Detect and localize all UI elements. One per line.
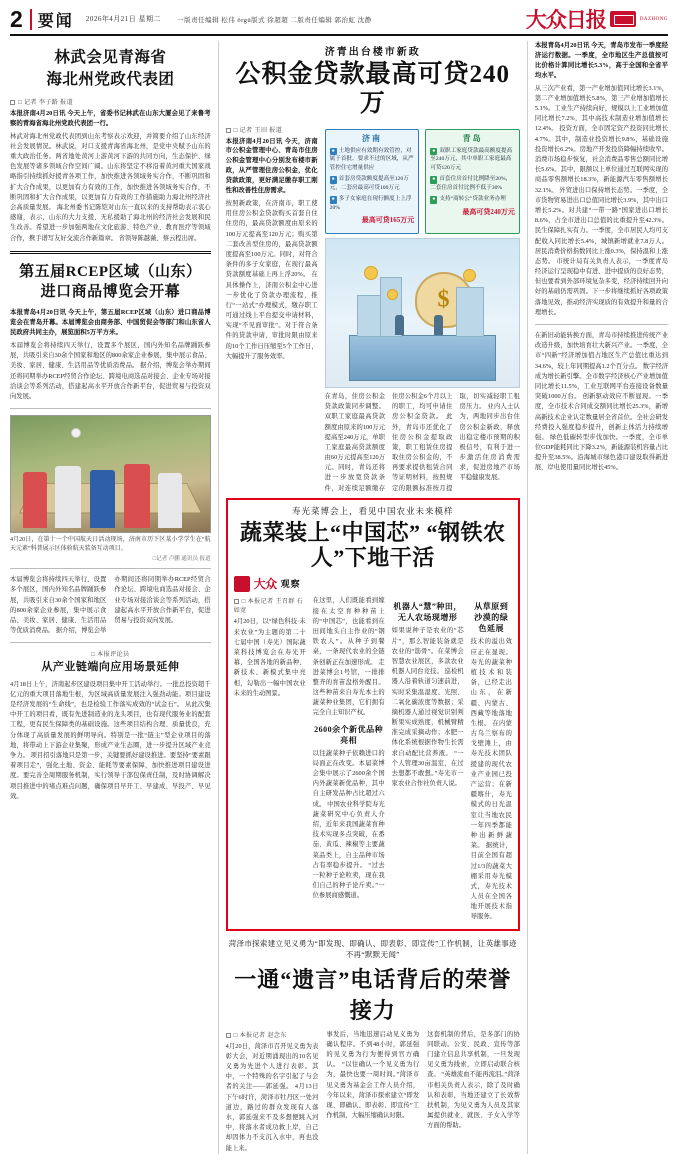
masthead	[10, 6, 668, 36]
bottom-body-3: 这套机制的背后，是多部门的协同联动。公安、民政、宣传等部门建立信息共享机制，一旦发现见义勇为线索，立即启动联合核查。 “英雄流血不能再流泪。”菏泽市相关负责人表示，除了及时确认和表彰，当地还建立了长效帮扶机制，为见义勇为人员及其家属提供就业、就医、子女入学等方面的帮助。	[427, 1030, 520, 1130]
right-column	[535, 41, 668, 1154]
bottom-body-1: 4月20日，菏泽市召开见义勇为表彰大会，对近期涌现出的10名见义勇为先进个人进行表彰。其中，一个特殊的名字引起了与会者的关注——郭延强。 4月13日下午6时许，菏泽市牡丹区一处河道边，路过的群众发现有人落水，郭延强来不及多想便跳入河中，将落水者成功救上岸，自己却因体力不支沉入水中，再也没能上来。	[225, 1042, 319, 1152]
person-figure-2	[434, 315, 443, 335]
featured-col-1	[234, 596, 306, 922]
column-brand-observer	[234, 575, 512, 592]
left-divider-1	[10, 251, 211, 254]
featured-col-3	[392, 596, 464, 922]
featured-body-3: 如果说种子是农业的“芯片”，那么智能装备就是农业的“筋骨”。在菜博会智慧农业展区，多款农业机器人同台竞技。 巡检机器人沿着轨道匀速前进，实时采集温湿度、光照、二氧化碳浓度等数据；采摘机器人通过视觉识别判断果实成熟度，机械臂精准完成采摘动作；水肥一体化系统根据作物生长需求自动配比营养液。 “一个人管理30亩温室，在过去想都不敢想。”寿光市一家农业合作社负责人说。	[391, 627, 464, 788]
featured-body-2: 以往蔬菜种子依赖进口的局面正在改变。本届菜博会集中展示了2600余个国内外蔬菜新优品种，其中自主研发品种占比超过六成。 中国农业科学院寿光蔬菜研究中心负责人介绍，近年来我国蔬菜育种技术实现多点突破，在番茄、黄瓜、辣椒等主要蔬菜品类上，自主品种市场占有率稳步提升。 “过去一粒种子论粒卖，现在我们自己的种子论斤卖。”一位参展商感慨道。	[312, 749, 385, 900]
mid-top-body-tail: 在青岛，住房公积金贷款政策同步调整。双职工家庭最高贷款额度由原来的100万元提高至240万元，单职工家庭最高贷款额度由60万元提高至120万元。同时，青岛还将进一步放宽贷款条件，对连续足额缴存住房公积金6个月以上的职工，均可申请住房公积金贷款。 此外，青岛市还优化了住房公积金提取政策，职工租赁住房提取住房公积金的，不再要求提供租赁合同等证明材料，按照规定的限额标准按月提取，切实减轻职工租房压力。 业内人士认为，两地同步出台住房公积金新政，释放出稳定楼市预期的积极信号，有利于进一步激活住房消费需求，促进房地产市场平稳健康发展。	[324, 392, 520, 492]
housing-fund-illustration	[325, 238, 520, 388]
illustration-podium	[349, 335, 496, 381]
middle-column	[226, 41, 520, 1154]
brand-badge-icon	[610, 11, 636, 27]
bottom-col-2	[326, 1030, 419, 1154]
featured-col-4	[471, 596, 512, 922]
right-story1-lead: 本报青岛4月20日讯 今天，青岛市发布一季度经济运行数据。一季度，全市地区生产总值按可比价格计算同比增长5.3%，高于全国和全省平均水平。	[534, 42, 668, 79]
policy-box-jinan-row-2: ● 多子女家庭在现行额度上上浮20%	[329, 196, 412, 212]
left-divider-2	[10, 408, 211, 409]
bottom-col-3	[427, 1030, 520, 1154]
bullet-tag: ●	[331, 176, 335, 183]
featured-subhead-1: 2600余个新优品种亮相	[314, 724, 384, 745]
right-story2-body: 在新旧动能转换方面，青岛市持续推进传统产业改造升级，加快培育壮大新兴产业。一季度，全市“四新”经济增加值占地区生产总值比重达到34.6%，较上年同期提高1.2个百分点。 数字经济成为增长新引擎。全市数字经济核心产业增加值同比增长11.5%，工业互联网平台连接设备数量突破1000万台。 创新驱动效应不断显现。一季度，全市技术合同成交额同比增长25.3%，新增高新技术企业认定数量居全省首位。全社会研发经费投入强度稳步提升，创新主体活力持续增强。 绿色低碳转型步伐加快。一季度，全市单位GDP能耗同比下降3.2%，新能源装机容量占比提升至38.5%。沿海城市绿色港口建设取得新进展，岸电使用量同比增长45%。	[534, 332, 668, 472]
left-story2-body: 本届博览会将持续四天举行，设置多个展区，国内外知名品牌踊跃参展，共吸引来自30余个国家和地区的800余家企业参展，集中展示食品、美妆、家居、健康、生活用品等优质消费品。 据介绍，博览会举办期间还将同期举办RCEP经贸合作论坛、跨境电商选品对接会、企业专场对接洽谈会等系列活动，搭建起高水平开放合作新平台，促进贸易与投资双向发展。	[10, 342, 211, 401]
bottom-story-headline: 一通“遗言”电话背后的荣誉接力	[234, 966, 512, 1023]
left-story1-body: 林武对海北州党政代表团到山东考察表示欢迎，并简要介绍了山东经济社会发展情况。林武说，对口支援青海省海北州，是党中央赋予山东的重大政治任务。两省地处黄河上游黄河下游的共同方向，生态保护、绿色发展等诸多领域合作空间广阔。山东将坚定不移沿着黄河重大国家战略指引持续抓好援青各项工作，加快推进各领域务实合作，不断巩固和扩大合作成果，以更加有力有效的工作，加快推进各领域务实合作，不断巩固和扩大合作成果，以更加有力有效的工作措施助力海北州经济社会高质量发展。 海北州委书记陈铠对山东一直以来的支持帮助表示衷心感谢，表示，山东的大力支援、无私援助了海北州的经济社会发展和民生改善。希望进一步加强两地在文化旅游、特色产业、教育医疗等领域合作，携手谱写友好交流合作新篇章。 省领导陈越薇、蔡云程出席。	[10, 132, 211, 242]
policy-box-jinan-highlight: 最高可贷165万元	[361, 216, 415, 225]
left-divider-3	[10, 568, 211, 569]
masthead-divider	[30, 9, 32, 30]
left-story2-headline-line2: 进口商品博览会开幕	[40, 284, 181, 301]
left-story1-byline-text: □ 记者 李子路 报道	[18, 98, 73, 106]
observer-logo-icon	[234, 576, 250, 592]
newspaper-logo	[526, 4, 668, 34]
left-story3-body: 4月18日上午，济南起步区建设项目集中开工活动举行。一批总投资超千亿元的重大项目落地生根，为区域高质量发展注入强劲动能。项目建设是经济发展的“生命线”，也是检验工作落实成效的“试金石”。 从此次集中开工的项目看，既有先进制造业的龙头项目，也有现代服务业的配套工程，更有民生保障类的基础设施。这些项目结构合理、质量优良，充分体现了高质量发展的鲜明导向。特别是一批“链主”型企业项目的落地，将带动上下游企业集聚，形成产业生态圈，进一步提升区域产业竞争力。 项目招引落地只是第一步，关键要抓好建设推进。要坚持“要素跟着项目走”，强化土地、资金、能耗等要素保障，加快推进项目建设进度。要完善全周期服务机制，实行领导干部包保责任制，及时协调解决项目推进中的堵点难点问题，确保项目早开工、早建成、早投产、早见效。	[10, 680, 211, 800]
policy-box-jinan	[325, 129, 420, 234]
column-rule-1	[218, 41, 219, 1154]
column-rule-2	[527, 41, 528, 1154]
featured-body-4: 技术的溢出效应正在显现。寿光的蔬菜种植技术和装备，已经走出山东，在新疆、内蒙古、西藏等地落地生根。 在内蒙古乌兰察布的戈壁滩上，由寿光技术团队援建的现代农业产业园已投产运营；在新疆喀什，寿光模式的日光温室让当地农民一年四季都能种出新鲜蔬菜。 据统计，目前全国有超过1/3的蔬菜大棚采用寿光模式，寿光技术人员在全国各地开展技术指导服务。	[470, 638, 512, 921]
policy-box-jinan-row-1: ● 首套房贷款额度提高至120万元，二套房最高可贷100万元	[329, 176, 409, 191]
bullet-tag: ●	[432, 196, 436, 203]
bullet-tag: ●	[432, 176, 436, 183]
featured-story-box	[226, 498, 520, 931]
bottom-body-2: 事发后，当地迅速启动见义勇为确认程序。不到48小时，郭延强的见义勇为行为便得到官方确认。 “以往确认一个见义勇为行为，最快也要一周时间。”菏泽市见义勇为基金会工作人员介绍，今年以来，菏泽市探索建立“即发现、即确认、即表彰、即宣传”工作机制，大幅压缩确认时限。	[326, 1030, 420, 1120]
building-shape-3	[456, 287, 484, 337]
brand-name-cn: 大众日报	[525, 8, 606, 32]
person-figure-1	[395, 315, 404, 335]
policy-box-qingdao-row-1: ● 首套住房首付比例降至20%，二套住房首付比例不低于30%	[430, 176, 512, 191]
policy-box-qingdao-highlight: 最高可贷240万元	[462, 208, 515, 217]
bottom-story-kicker: 菏泽市探索建立见义勇为“即发现、即确认、即表彰、即宣传”工作机制，让英雄事迹不再“默默无闻”	[228, 938, 517, 959]
policy-box-jinan-title: 济南	[361, 133, 382, 143]
featured-body-1: 在这里，人们既能看到嫁接在太空育种种苗上的“中国芯”，也能看到在田间地头自主作业的“钢铁农人”。从种子到餐桌，一条现代农业的全链条创新正在加速形成。 走进菜博会1号馆，一排排整齐的育苗盘格外醒目。这些种苗来自寿光本土的蔬菜种业集团，它们拥有完全自主知识产权。	[312, 597, 385, 717]
mid-top-left-text	[226, 125, 318, 494]
editor-credits: 一版责任编辑 松伟 örgü版式 徐超超 二版责任编辑 郭治虹 沈静	[177, 16, 372, 24]
observer-brand-cn: 大众	[253, 577, 277, 592]
left-column	[10, 41, 211, 1154]
left-story1-lead: 本报济南4月20日讯 今天上午，省委书记林武在山东大厦会见了来鲁考察的青海省海北州党政代表团一行。	[10, 109, 211, 127]
left-story1-headline-line1: 林武会见青海省	[54, 49, 167, 66]
policy-box-jinan-row-0: ● 土地供应有效期有效管控，对属于首批、要求不过的区域，从严管控住宅增量供应	[329, 147, 414, 171]
photo-credit: □记者 卢鹏 通讯员 报道	[152, 556, 211, 563]
left-story3-byline: □ 本报评论员	[91, 651, 130, 659]
right-divider-1	[535, 324, 668, 325]
featured-headline: 蔬菜装上“中国芯” “钢铁农人”下地干活	[240, 519, 506, 571]
left-story2-lead: 本报青岛4月20日讯 今天上午，第五届RCEP区域（山东）进口商品博览会在青岛开幕。本届博览会由商务部、中国贸促会等部门和山东省人民政府共同主办，展览面积5万平方米。	[10, 309, 211, 337]
mid-top-boxes-area	[325, 125, 520, 494]
policy-box-qingdao-title: 青岛	[462, 133, 483, 143]
mid-top-body-left: 按照新政策，在济南市，职工使用住房公积金贷款购买首套自住住房的，最高贷款额度由原来的100万元提高至120万元；购买第二套改善型住房的，最高贷款额度提高至100万元。同时，对符合条件的多子女家庭，在现行最高贷款额度基础上再上浮20%。 在具体操作上，济南公积金中心进一步优化了贷款办理流程，推行“一站式”办理模式，缴存职工可通过线上平台提交申请材料，实现“不见面审批”。对于符合条件的贷款申请，审批时限由原来的10个工作日压缩至5个工作日，大幅提升了服务效率。	[225, 200, 318, 360]
policy-boxes	[325, 129, 520, 234]
bottom-col-1	[226, 1030, 319, 1154]
page-number: 2	[10, 5, 23, 32]
left-story1-headline-line2: 海北州党政代表团	[46, 70, 175, 88]
policy-box-qingdao	[425, 129, 520, 234]
mid-top-headline: 公积金贷款最高可贷240万	[235, 61, 511, 117]
featured-subhead-3: 从草原到沙漠的绿色延展	[474, 602, 509, 634]
bullet-tag: ●	[432, 147, 436, 154]
left-divider-4	[10, 642, 211, 643]
section-name: 要闻	[37, 12, 74, 30]
featured-col-2	[313, 596, 385, 922]
policy-box-qingdao-row-0: ● 双职工家庭贷款最高额度提高至240万元，其中单职工家庭最高可贷120万元	[430, 147, 513, 171]
news-photo	[10, 415, 211, 533]
left-story2-continuation: 本届博览会将持续四天举行，设置多个展区，国内外知名品牌踊跃参展，共吸引来自30余个国家和地区的800余家企业参展，集中展示食品、美妆、家居、健康、生活用品等优质消费品。 据介绍，博览会举办期间还将同期举办RCEP经贸合作论坛、跨境电商选品对接会、企业专场对接洽谈会等系列活动，搭建起高水平开放合作新平台，促进贸易与投资双向发展。	[10, 576, 211, 635]
mid-top-byline-text: □ 记者 王田 报道	[233, 126, 283, 134]
observer-brand-sub: 观察	[280, 579, 301, 590]
brand-name-en: DAZHONG	[639, 16, 668, 22]
left-story1-byline	[10, 97, 211, 106]
featured-subhead-2: 机器人“慧”种田，无人农场现增形	[393, 602, 462, 623]
right-story1-body: 从三次产业看，第一产业增加值同比增长3.1%，第二产业增加值增长5.8%，第三产业增加值增长5.1%。工业生产持续向好，规模以上工业增加值同比增长7.2%，其中高技术制造业增加值增长12.4%。 投资方面，全市固定资产投资同比增长4.7%。其中，制造业投资增长9.8%，基础设施投资增长6.2%。房地产开发投资降幅持续收窄。 消费市场稳步恢复，社会消费品零售总额同比增长5.6%。其中，限额以上单位通过互联网实现的商品零售额增长18.3%，新能源汽车零售额增长32.1%。 外贸进出口保持增长态势。一季度，全市货物贸易进出口总值同比增长3.9%，其中出口增长5.2%。对共建“一带一路”国家进出口增长8.6%，占全市进出口总值的比重提升至42.3%。 民生保障扎实有力。一季度，全市居民人均可支配收入同比增长5.4%，城镇新增就业7.8万人。居民消费价格指数同比上涨0.3%，保持温和上涨态势。 市统计局有关负责人表示，一季度青岛经济运行呈现稳中有进、进中提质的良好态势，但也要看到外部环境复杂多变，经济持续回升向好的基础仍需巩固。下一步将继续抓好各项政策落地见效，推动经济实现质的有效提升和量的合理增长。	[534, 84, 668, 316]
mid-top-kicker: 济青出台楼市新政	[324, 47, 421, 58]
bullet-tag: ●	[331, 196, 335, 203]
page-grid	[10, 41, 668, 1154]
policy-box-qingdao-row-2: ● 支持“商转公”贷款业务办理	[432, 196, 506, 203]
photo-caption: 4月20日，在第十一个中国航天日活动现场，济南市历下区某小学学生在“航天元素”科普展示区体验航天装备互动项目。	[10, 537, 211, 553]
publication-date: 2026年4月21日 星期二	[85, 15, 162, 23]
bullet-tag: ●	[331, 147, 335, 154]
mid-top-lead: 本报济南4月20日讯 今天，济南市公积金管理中心、青岛市住房公积金管理中心分别发布楼市新政，从严管理住房公积金，优化贷款政策，更好满足缴存职工刚性和改善性住房需求。	[225, 137, 318, 195]
featured-kicker: 寿光菜博会上，看见中国农业未来模样	[292, 505, 454, 516]
left-story2-headline-line1: 第五届RCEP区域（山东）	[19, 263, 202, 280]
coin-icon-1	[364, 266, 378, 280]
featured-lead: 4月20日，以“绿色科技·未来农业”为主题的第二十七届中国（寿光）国际蔬菜科技博览会在寿光开幕，全国各地的新品种、新技术、新模式集中亮相，勾勒出一幅中国农业未来的生动图景。	[233, 618, 306, 697]
coin-icon-3	[463, 269, 476, 282]
bottom-story-byline: □ 本报记者 赵念东	[226, 1030, 319, 1039]
left-story3-headline: 从产业链端向应用场景延伸	[41, 661, 180, 674]
featured-byline: □ 本报记者 王召群 石如宽	[233, 598, 304, 615]
mid-top-byline	[226, 125, 318, 134]
